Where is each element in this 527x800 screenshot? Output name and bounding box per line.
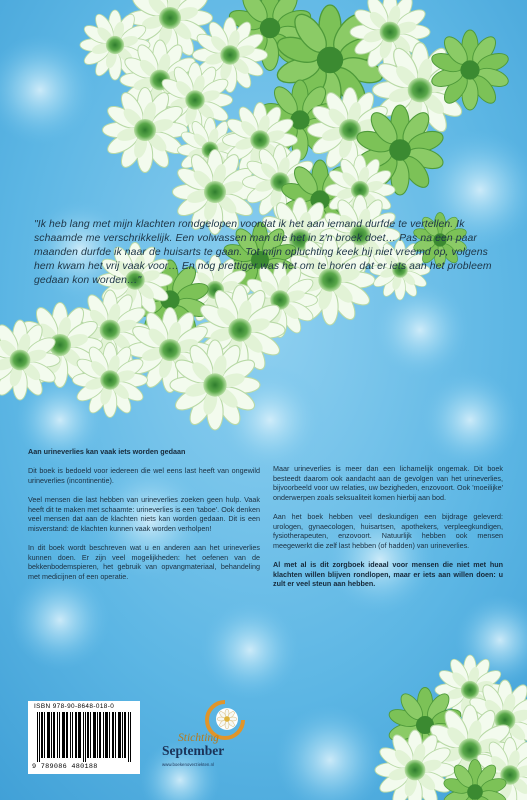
intro-paragraph: Dit boek is bedoeld voor iedereen die wel eens last heeft van ongewild urineverlies (incontinentie). — [28, 466, 260, 485]
stichting-september-logo — [150, 700, 260, 770]
right-paragraph-2: Aan het boek hebben veel deskundigen een bijdrage geleverd: urologen, gynaecologen, huisartsen, apothekers, verpleegkundigen, fysiotherapeuten, enzovoort. Natuurlijk hebben ook mensen meegewerkt die zelf last hebben (of hadden) van urineverlies. — [273, 511, 503, 550]
left-paragraph-3: In dit boek wordt beschreven wat u en anderen aan het urineverlies kunnen doen. Er zijn veel mogelijkheden: het oefenen van de bekkenbodemspieren, het gebruik van opvangmateriaal, behandeling met medicijnen of een operatie. — [28, 542, 260, 581]
left-paragraph-2: Veel mensen die last hebben van urineverlies zoeken geen hulp. Vaak heeft dit te maken met schaamte: urineverlies is een 'taboe'. Ook denken veel mensen dat aan de klachten niets kan worden gedaan. Dit is een misverstand: de klachten kunnen vaak worden verholpen! — [28, 494, 260, 533]
barcode-bars — [37, 712, 133, 762]
barcode-digits: 9 789086 480188 — [32, 763, 98, 771]
right-paragraph-1: Maar urineverlies is meer dan een lichamelijk ongemak. Dit boek besteedt daarom ook aandacht aan de gevolgen van het urineverlies, bijvoorbeeld voor uw relaties, uw bezigheden, enzovoort. Ook 'moeilijke' onderwerpen zoals seksualiteit komen hierbij aan bod. — [273, 464, 503, 502]
closing-statement: Al met al is dit zorgboek ideaal voor mensen die niet met hun klachten willen blijven rondlopen, maar er iets aan willen doen: u zult er veel steun aan hebben. — [273, 559, 503, 589]
right-column — [273, 464, 503, 598]
logo-url: www.boekenoverziekten.nl — [162, 762, 214, 767]
logo-stichting-text: Stichting — [178, 732, 219, 744]
section-heading: Aan urineverlies kan vaak iets worden gedaan — [28, 447, 186, 456]
logo-september-text: September — [162, 743, 225, 758]
isbn-barcode — [28, 701, 140, 774]
cover-quote: "Ik heb lang met mijn klachten rondgelopen voordat ik het aan iemand durfde te vertellen. Ik schaamde me verschrikkelijk. Een volwassen man die het in z'n broek doet… Pas na een paar maanden durfde ik naar de huisarts te gaan. Tot mijn opluchting keek hij niet vreemd op, volgens hem kwam het vrij vaak voor… En nóg prettiger was het om te horen dat er iets aan het probleem gedaan kon worden…" — [34, 219, 492, 286]
isbn-label: ISBN 978-90-8648-018-0 — [34, 703, 115, 710]
left-column — [28, 447, 260, 591]
